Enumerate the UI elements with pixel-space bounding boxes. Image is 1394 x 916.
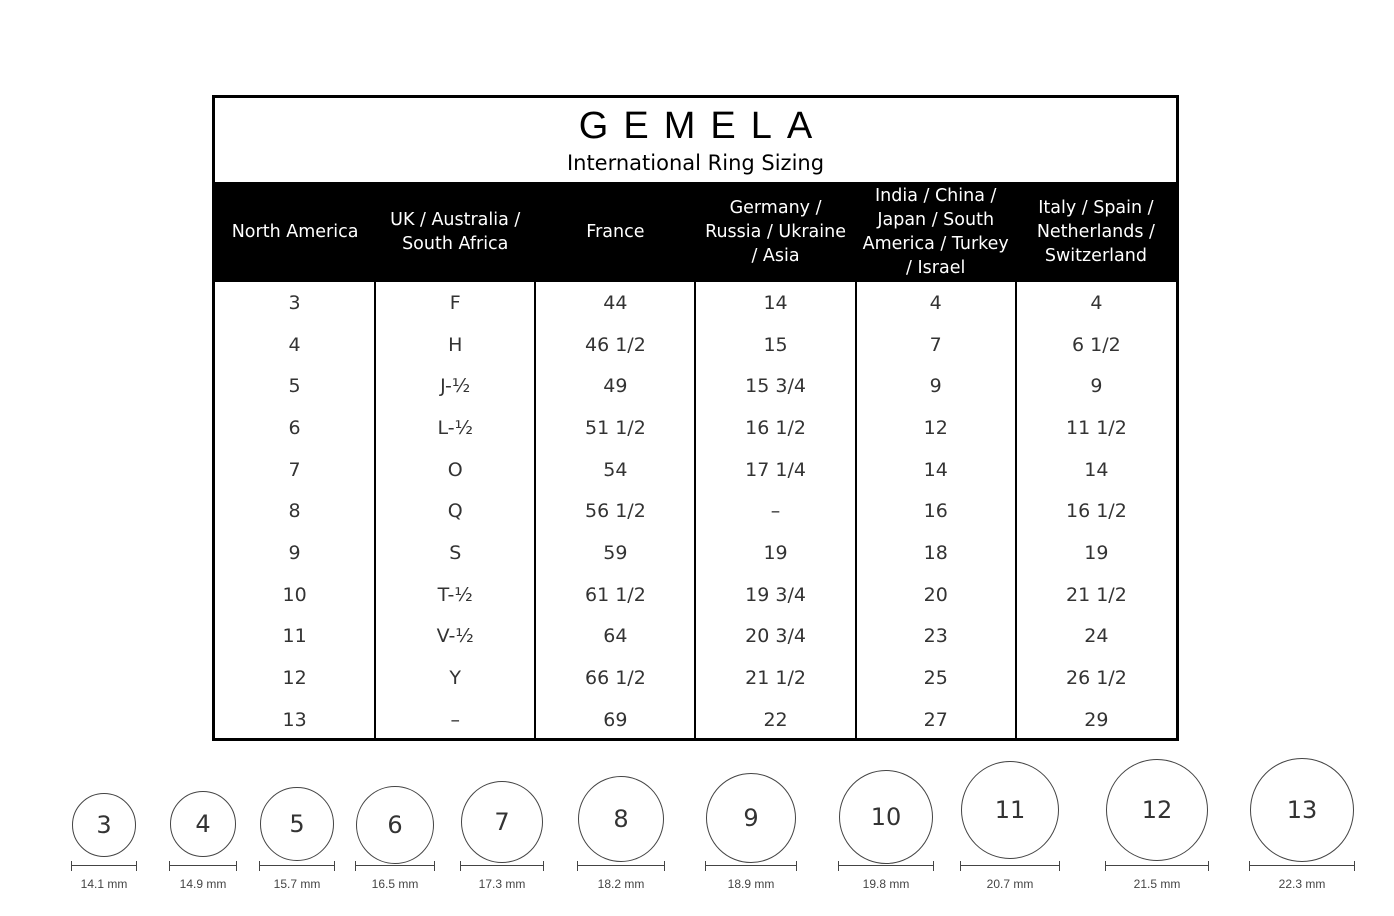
diameter-label: 19.8 mm [862, 877, 910, 891]
table-cell: 8 [288, 500, 301, 523]
ring-circle: 10 [839, 770, 933, 864]
table-cell: 69 [535, 699, 695, 741]
table-cell: 4 [856, 282, 1016, 324]
table-cell: 6 1/2 [1016, 324, 1176, 366]
table-cell: 15 [695, 324, 855, 366]
table-cell: 21 1/2 [695, 657, 855, 699]
diameter-scale [355, 861, 435, 871]
table-cell: 16 1/2 [1016, 490, 1176, 532]
table-cell: 13 [282, 708, 307, 731]
table-body [215, 282, 1176, 741]
diameter-label: 18.2 mm [597, 877, 645, 891]
diameter-scale [1105, 861, 1209, 871]
table-cell: 54 [535, 449, 695, 491]
table-cell: 59 [535, 532, 695, 574]
ring-circle: 4 [170, 791, 236, 857]
table-cell: 3 [288, 291, 301, 314]
ring-circle: 3 [72, 793, 136, 857]
table-row [215, 365, 1176, 407]
table-row [215, 324, 1176, 366]
diameter-scale [960, 861, 1060, 871]
diameter-label: 16.5 mm [371, 877, 419, 891]
size-conversion-table [215, 182, 1176, 741]
table-cell: 20 [856, 574, 1016, 616]
ring-circle: 5 [260, 787, 334, 861]
table-cell: 20 3/4 [695, 616, 855, 658]
table-cell: 66 1/2 [535, 657, 695, 699]
diameter-scale [1249, 861, 1355, 871]
col-header-italy: Italy / Spain / Netherlands / Switzerland [1036, 198, 1155, 266]
diameter-label: 17.3 mm [478, 877, 526, 891]
diameter-label: 15.7 mm [273, 877, 321, 891]
table-cell: 29 [1016, 699, 1176, 741]
table-cell: Q [375, 490, 535, 532]
table-cell: 49 [535, 365, 695, 407]
table-cell: 12 [856, 407, 1016, 449]
chart-subtitle: International Ring Sizing [566, 151, 825, 175]
diameter-scale [259, 861, 335, 871]
diameter-label: 22.3 mm [1278, 877, 1326, 891]
table-cell: 16 [856, 490, 1016, 532]
table-cell: 14 [695, 282, 855, 324]
col-header-germany: Germany / Russia / Ukraine / Asia [705, 198, 846, 266]
ring-circle: 13 [1250, 758, 1354, 862]
chart-header [215, 98, 1176, 182]
table-cell: 9 [288, 541, 301, 564]
table-row [215, 699, 1176, 741]
diameter-label: 14.1 mm [80, 877, 128, 891]
table-row [215, 616, 1176, 658]
table-cell: 61 1/2 [535, 574, 695, 616]
diameter-scale [838, 861, 934, 871]
table-row [215, 657, 1176, 699]
table-cell: 23 [856, 616, 1016, 658]
table-row [215, 282, 1176, 324]
ring-circle: 9 [706, 773, 796, 863]
ring-size-chart [212, 95, 1179, 741]
table-cell: 10 [282, 583, 307, 606]
ring-sizer-row [0, 740, 1394, 916]
table-cell: 51 1/2 [535, 407, 695, 449]
table-cell: 64 [535, 616, 695, 658]
col-header-india: India / China / Japan / South America / Turkey / Israel [862, 186, 1009, 278]
table-row [215, 407, 1176, 449]
table-cell: 9 [1016, 365, 1176, 407]
table-cell: 27 [856, 699, 1016, 741]
table-header-row [215, 182, 1176, 282]
table-cell: 5 [288, 375, 301, 398]
diameter-scale [577, 861, 665, 871]
table-row [215, 532, 1176, 574]
ring-circle: 6 [356, 786, 434, 864]
ring-circle: 7 [461, 781, 543, 863]
table-cell: O [375, 449, 535, 491]
table-cell: 4 [288, 333, 301, 356]
table-cell: 15 3/4 [695, 365, 855, 407]
table-cell: 12 [282, 667, 307, 690]
table-cell: 14 [1016, 449, 1176, 491]
diameter-label: 20.7 mm [986, 877, 1034, 891]
table-cell: 14 [856, 449, 1016, 491]
ring-circle: 8 [578, 776, 664, 862]
table-cell: 44 [535, 282, 695, 324]
table-cell: 24 [1016, 616, 1176, 658]
table-cell: 21 1/2 [1016, 574, 1176, 616]
table-cell: V-½ [375, 616, 535, 658]
diameter-label: 21.5 mm [1133, 877, 1181, 891]
table-row [215, 449, 1176, 491]
diameter-scale [71, 861, 137, 871]
table-cell: – [695, 490, 855, 532]
table-cell: F [375, 282, 535, 324]
table-cell: J-½ [375, 365, 535, 407]
col-header-uk: UK / Australia / South Africa [390, 210, 521, 254]
table-row [215, 490, 1176, 532]
table-cell: 16 1/2 [695, 407, 855, 449]
table-cell: 18 [856, 532, 1016, 574]
table-cell: 9 [856, 365, 1016, 407]
table-cell: H [375, 324, 535, 366]
table-cell: 46 1/2 [535, 324, 695, 366]
table-cell: 19 [695, 532, 855, 574]
table-row [215, 574, 1176, 616]
table-cell: 11 [282, 625, 307, 648]
table-cell: 4 [1016, 282, 1176, 324]
table-cell: T-½ [375, 574, 535, 616]
col-header-north-america: North America [231, 222, 359, 242]
table-cell: Y [375, 657, 535, 699]
table-cell: 22 [695, 699, 855, 741]
diameter-scale [460, 861, 544, 871]
table-cell: 56 1/2 [535, 490, 695, 532]
table-cell: 7 [856, 324, 1016, 366]
table-cell: S [375, 532, 535, 574]
diameter-label: 14.9 mm [179, 877, 227, 891]
table-cell: 26 1/2 [1016, 657, 1176, 699]
table-cell: 17 1/4 [695, 449, 855, 491]
table-cell: – [375, 699, 535, 741]
ring-circle: 11 [961, 761, 1059, 859]
table-cell: L-½ [375, 407, 535, 449]
table-cell: 6 [288, 416, 301, 439]
brand-logo: GEMELA [578, 105, 828, 147]
col-header-france: France [586, 222, 645, 242]
diameter-scale [169, 861, 237, 871]
table-cell: 7 [288, 458, 301, 481]
diameter-scale [705, 861, 797, 871]
ring-circle: 12 [1106, 759, 1208, 861]
diameter-label: 18.9 mm [727, 877, 775, 891]
table-cell: 19 [1016, 532, 1176, 574]
table-cell: 25 [856, 657, 1016, 699]
table-cell: 11 1/2 [1016, 407, 1176, 449]
table-cell: 19 3/4 [695, 574, 855, 616]
